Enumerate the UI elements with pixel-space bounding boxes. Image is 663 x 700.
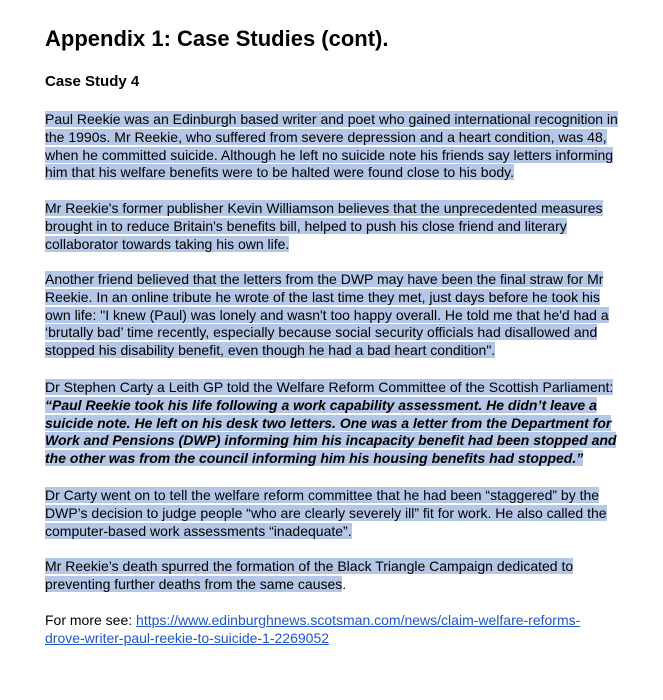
quote-line: suicide note. He left on his desk two letters. One was a letter from the Department for [45,414,612,431]
paragraph-line: brought in to reduce Britain's benefits bill, helped to push his close friend and literary [45,217,567,234]
page-title: Appendix 1: Case Studies (cont). [45,26,389,51]
paragraph-5 [45,487,607,540]
paragraph-line: when he committed suicide. Although he left no suicide note his friends say letters informing [45,146,614,163]
source-link[interactable]: https://www.edinburghnews.scotsman.com/news/claim-welfare-reforms- [136,612,581,628]
paragraph-line: Mr Reekie’s death spurred the formation of the Black Triangle Campaign dedicated to [45,558,574,574]
paragraph-line: computer-based work assessments “inadequate”. [45,522,352,539]
paragraph-line: Another friend believed that the letters from the DWP may have been the final straw for Mr [45,271,604,287]
paragraph-line: Dr Carty went on to tell the welfare reform committee that he had been “staggered” by the [45,487,600,503]
quote-line: “Paul Reekie took his life following a work capability assessment. He didn’t leave a [45,396,597,413]
paragraph-line: the 1990s. Mr Reekie, who suffered from severe depression and a heart condition, was 48, [45,128,607,145]
section-title: Case Study 4 [45,73,140,90]
paragraph-line: preventing further deaths from the same causes [45,575,343,592]
quote-line: Work and Pensions (DWP) informing him his incapacity benefit had been stopped and [45,432,617,449]
paragraph-line: collaborator towards taking his own life. [45,235,290,252]
paragraph-line: Mr Reekie's former publisher Kevin Williamson believes that the unprecedented measures [45,200,603,216]
paragraph-6 [45,558,573,594]
paragraph-line: Paul Reekie was an Edinburgh based writer and poet who gained international recognition in [45,111,618,127]
quote-line: the other was from the council informing him his housing benefits had stopped.” [45,450,584,467]
paragraph-line: Dr Stephen Carty a Leith GP told the Welfare Reform Committee of the Scottish Parliament: [45,379,614,395]
paragraph-line: stopped his disability benefit, even though he had a bad heart condition". [45,342,496,359]
paragraph-2 [45,200,603,253]
paragraph-line: ‘brutally bad’ time recently, especially because social security officials had disallowed and [45,324,598,341]
paragraph-end-period: . [342,575,347,592]
paragraph-line: DWP’s decision to judge people “who are clearly severely ill” fit for work. He also called the [45,504,607,521]
source-link-continued[interactable]: drove-writer-paul-reekie-to-suicide-1-2269052 [45,629,330,646]
paragraph-line: Reekie. In an online tribute he wrote of the last time they met, just days before he took his [45,288,600,305]
more-prefix: For more see: [45,612,137,628]
paragraph-3 [45,271,609,360]
paragraph-line: him that his welfare benefits were to be halted were found close to his body. [45,164,515,181]
more-info [45,612,580,648]
paragraph-line: own life: "I knew (Paul) was lonely and wasn't too happy overall. He told me that he'd had a [45,306,609,323]
paragraph-4 [45,379,616,468]
paragraph-1 [45,111,618,182]
